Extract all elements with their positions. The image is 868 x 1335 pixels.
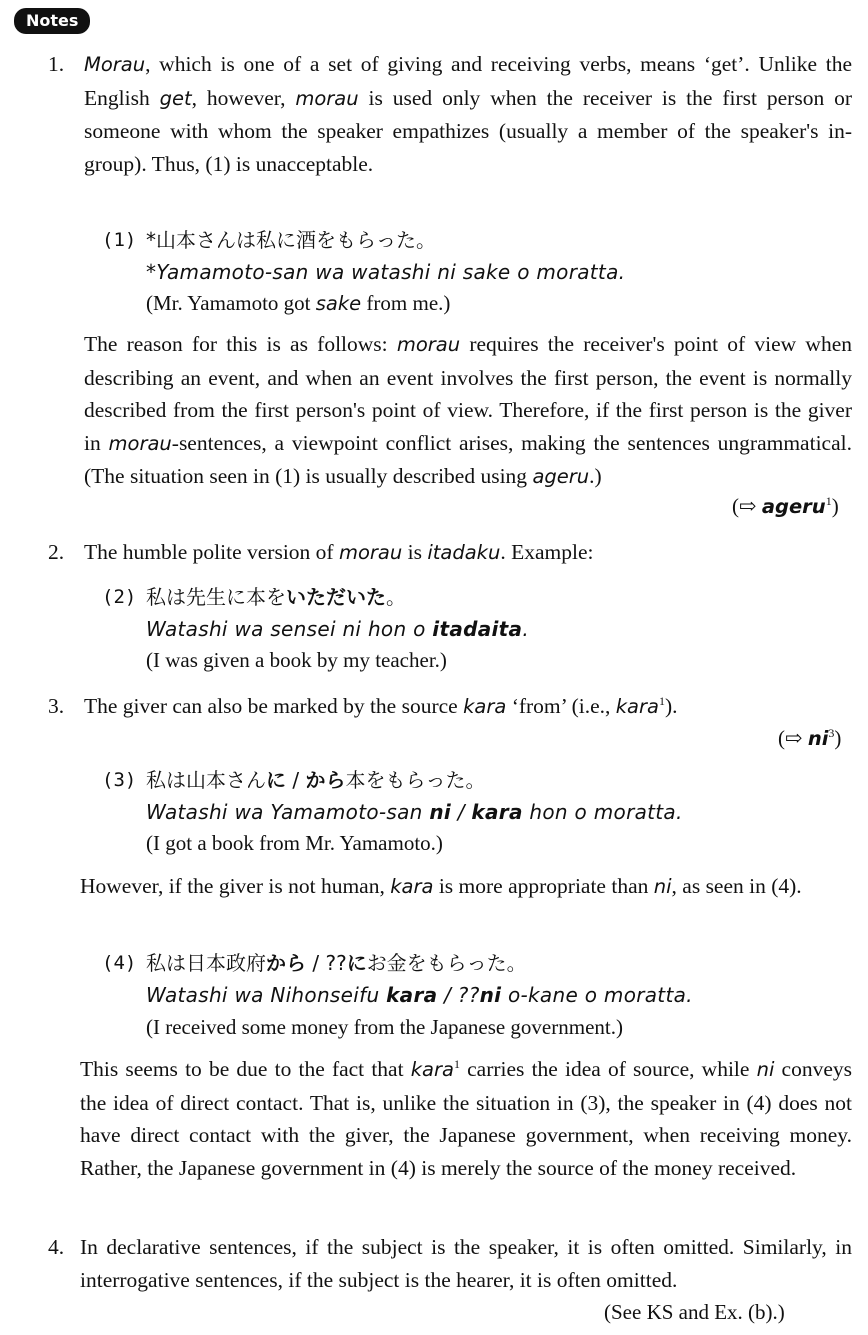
text-segment: / [286, 768, 306, 792]
text-segment: -sentences, a viewpoint conflict arises, making the sentences ungrammatical. (The situation seen in (1) is usually described using [84, 430, 852, 489]
example-1-number: (1) [102, 229, 137, 251]
example-2-romaji [146, 613, 529, 646]
text-segment: requires the receiver's point of view when describing an event, and when an event involves the first person, the event is normally described from the first person's point of view. Therefore, if the first person is the giver in [84, 332, 852, 455]
text-segment: 1 [658, 693, 665, 708]
text-segment: o-kane o moratta. [501, 983, 693, 1007]
note-3-conclusion [80, 1053, 852, 1184]
example-2-translation: (I was given a book by my teacher.) [146, 648, 447, 672]
text-segment: に [346, 951, 367, 975]
text-segment: 私は先生に本を [146, 585, 286, 609]
text-segment: / [451, 800, 472, 824]
text-segment: kara [615, 695, 659, 718]
example-3-romaji [146, 796, 683, 829]
example-4-japanese [146, 947, 527, 980]
text-segment: ). [664, 694, 678, 718]
text-segment: Watashi wa sensei ni hon o [146, 617, 433, 641]
text-segment: , however, [191, 85, 296, 110]
text-segment: , as seen in (4). [671, 874, 802, 898]
text-segment: hon o moratta. [522, 800, 683, 824]
text-segment: is [402, 540, 428, 564]
text-segment: The reason for this is as follows: [84, 332, 397, 356]
note-4-paragraph: In declarative sentences, if the subject is the speaker, it is often omitted. Similarly, in interrogative sentences, if the subject is the hearer, it is often omitted. [80, 1235, 852, 1292]
text-segment: is used only when the receiver is the first person or someone with whom the speaker empathizes (usually a member of the speaker's in-group). Thus, (1) is unacceptable. [84, 85, 852, 176]
note-1-explanation [84, 328, 852, 494]
text-segment: から [266, 951, 306, 975]
text-segment: お金をもらった。 [366, 951, 527, 975]
text-segment: This seems to be due to the fact that [80, 1057, 411, 1081]
text-segment: に [266, 768, 286, 792]
text-segment: itadaku [427, 541, 501, 564]
text-segment: 私は日本政府 [146, 951, 266, 975]
text-segment: The humble polite version of [84, 540, 339, 564]
text-segment: get [159, 86, 192, 110]
note-2-paragraph [84, 536, 852, 570]
text-segment: itadaita [432, 617, 523, 641]
see-ks-reference: (See KS and Ex. (b).) [604, 1300, 785, 1324]
example-2-number: (2) [102, 586, 137, 608]
note-3-number: 3. [48, 694, 65, 718]
text-segment: kara [386, 983, 438, 1007]
text-segment: いただいた [286, 585, 386, 609]
example-3-number: (3) [102, 769, 137, 791]
text-segment: . Example: [500, 540, 594, 564]
text-segment: kara [471, 800, 523, 824]
example-2-japanese [146, 581, 406, 614]
text-segment: ‘from’ (i.e., [506, 694, 616, 718]
text-segment: 本をもらった。 [345, 768, 486, 792]
example-4-number: (4) [102, 952, 137, 974]
text-segment: conveys the idea of direct contact. That is, unlike the situation in (3), the speaker in (4) does not have direct contact with the giver, the Japanese government, when receiving money. Rather, the Japanese government in (4) is merely the source of the money received. [80, 1057, 853, 1180]
text-segment: 1 [453, 1056, 460, 1071]
text-segment: is more appropriate than [433, 874, 654, 898]
example-3-japanese [146, 764, 485, 797]
text-segment: morau [108, 431, 172, 455]
example-1-romaji: *Yamamoto-san wa watashi ni sake o moratta. [146, 260, 626, 284]
text-segment: から [305, 768, 346, 792]
text-segment: kara [390, 875, 434, 898]
text-segment: 私は山本さん [146, 768, 266, 792]
text-segment: morau [396, 333, 461, 356]
text-segment: morau [295, 86, 359, 110]
text-segment: carries the idea of source, while [459, 1057, 757, 1081]
text-segment: from me.) [361, 291, 451, 315]
note-3-explanation [80, 870, 852, 904]
text-segment: .) [589, 464, 602, 489]
text-segment: The giver can also be marked by the source [84, 694, 464, 718]
text-segment: kara [410, 1058, 454, 1081]
example-1-japanese: *山本さんは私に酒をもらった。 [146, 228, 436, 252]
text-segment: / ?? [437, 983, 480, 1007]
text-segment: morau [338, 541, 403, 564]
text-segment: However, if the giver is not human, [80, 874, 391, 898]
note-4-number: 4. [48, 1235, 65, 1259]
example-4-romaji [146, 979, 693, 1012]
example-4-translation: (I received some money from the Japanese government.) [146, 1015, 623, 1039]
text-segment: Watashi wa Nihonseifu [146, 983, 387, 1007]
text-segment: (Mr. Yamamoto got [146, 291, 316, 315]
text-segment: Watashi wa Yamamoto-san [146, 800, 430, 824]
cross-reference-ageru[interactable]: (⇨ ageru$^1$) [732, 494, 839, 518]
notes-badge: Notes [14, 8, 90, 34]
text-segment: Morau [84, 53, 146, 76]
note-1-paragraph [84, 48, 852, 180]
text-segment: . [522, 617, 530, 641]
example-3-translation: (I got a book from Mr. Yamamoto.) [146, 831, 443, 855]
text-segment: ni [756, 1058, 775, 1081]
text-segment: , which is one of a set of giving and receiving verbs, means ‘get’. Unlike the English [84, 52, 852, 110]
text-segment: 。 [386, 585, 406, 609]
cross-reference-ni[interactable]: (⇨ $ni^3$) [778, 726, 842, 750]
example-1-translation [146, 287, 450, 321]
note-1-number: 1. [48, 52, 65, 76]
text-segment: / ?? [306, 951, 347, 975]
note-2-number: 2. [48, 540, 65, 564]
text-segment: ni [653, 875, 672, 898]
note-3-paragraph [84, 690, 852, 724]
text-segment: kara [463, 695, 507, 718]
text-segment: sake [315, 292, 362, 315]
text-segment: ni [479, 983, 502, 1007]
text-segment: ageru [532, 465, 590, 489]
text-segment: ni [429, 800, 452, 824]
